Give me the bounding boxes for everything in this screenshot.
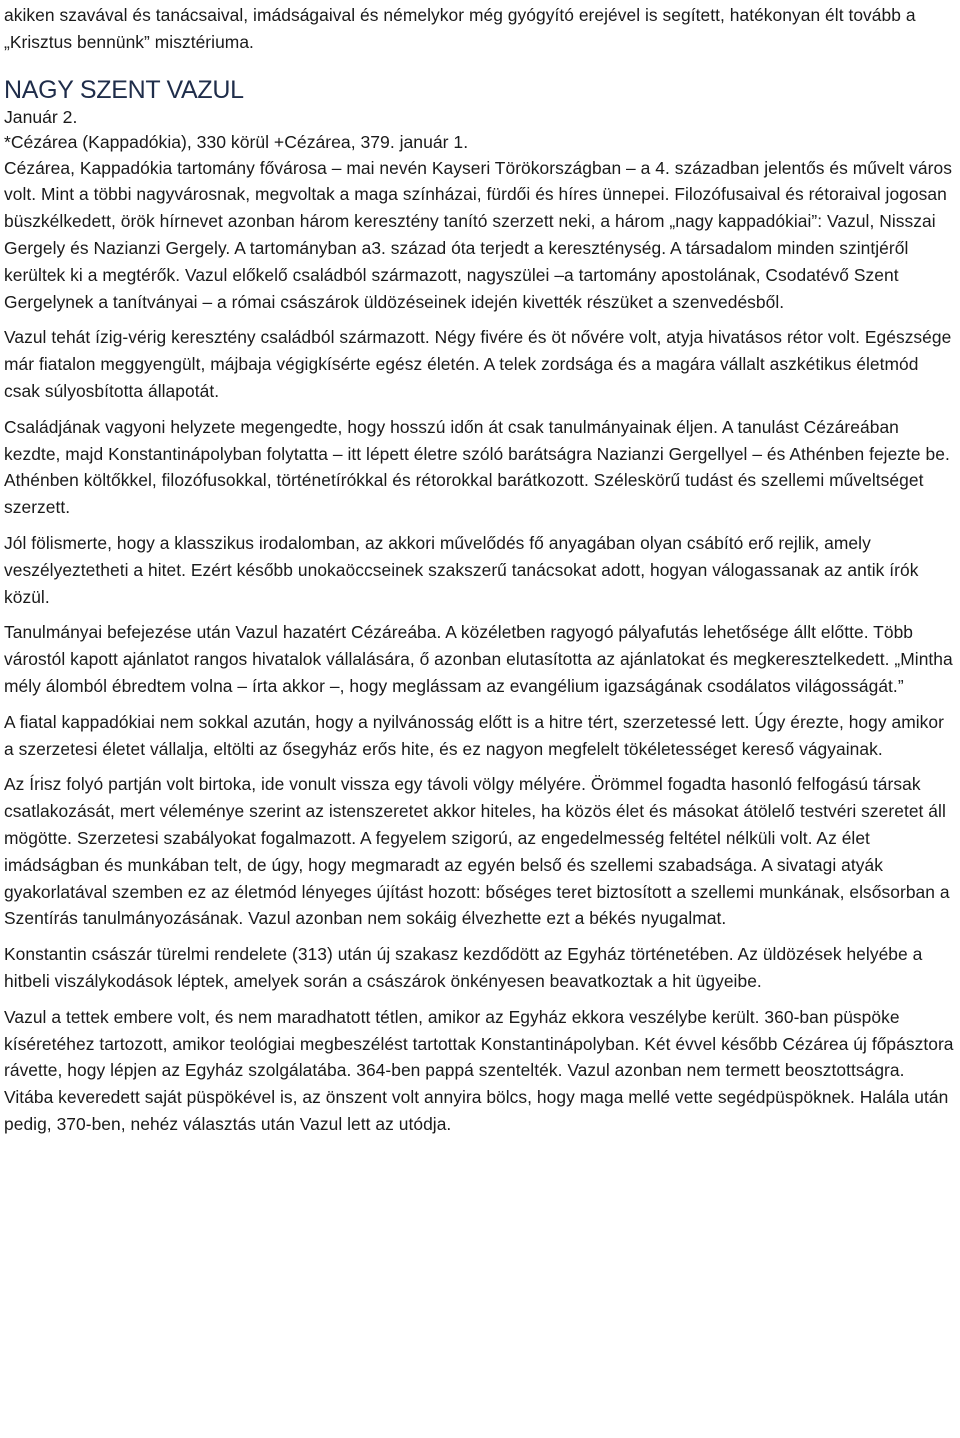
body-paragraph: Tanulmányai befejezése után Vazul hazatért Cézáreába. A közéletben ragyogó pályafutás lehetősége állt előtte. Több várostól kapott ajánlatot rangos hivatalok vállalására, ő azonban elutasította az ajánlatokat és megkeresztelkedett. „Mintha mély álomból ébredtem volna – írta akkor –, hogy meglássam az evangélium igazságának csodálatos világosságát.” [4,622,953,696]
document-page [4,0,956,1147]
body-paragraph: Konstantin császár türelmi rendelete (313) után új szakasz kezdődött az Egyház történetében. Az üldözések helyébe a hitbeli viszálykodások léptek, amelyek során a császárok önkényesen beavatkoztak a hit ügyeibe. [4,944,923,991]
life-dates: *Cézárea (Kappadókia), 330 körül +Cézárea, 379. január 1. [4,131,469,152]
body-paragraph: A fiatal kappadókiai nem sokkal azután, hogy a nyilvánosság előtt is a hitre tért, szerzetessé lett. Úgy érezte, hogy amikor a szerzetesi életet vállalja, eltölti az ősegyház erős hite, és ez nagyon megfelelt tökéletességet kereső vágyainak. [4,711,944,759]
body-paragraph: Vazul tehát ízig-vérig keresztény családból származott. Négy fivére és öt nővére volt, atyja hivatásos rétor volt. Egészsége már fiatalon meggyengült, májbaja végigkísérte egész életén. A telek zordsága és a magára vállalt aszkétikus életmód csak súlyosbította állapotát. [4,327,952,401]
page-title: NAGY SZENT VAZUL [4,75,244,104]
body-paragraph: Jól fölismerte, hogy a klasszikus irodalomban, az akkori művelődés fő anyagában olyan csábító erő rejlik, amely veszélyeztetheti a hitet. Ezért később unokaöccseinek szakszerű tanácsokat adott, hogyan válogassanak az antik írók közül. [4,532,919,607]
body-paragraph: Cézárea, Kappadókia tartomány fővárosa – mai nevén Kayseri Törökországban – a 4. században jelentős és művelt város volt. Mint a többi nagyvárosnak, megvoltak a maga színházai, fürdői és híres ünnepei. Filozófusaival és rétoraival jogosan büszkélkedett, örök hírnevet azonban három keresztény tanító szerzett neki, a három „nagy kappadókiai”: Vazul, Nisszai Gergely és Nazianzi Gergely. A tartományban a3. század óta terjedt a kereszténység. A társadalom minden szintjéről kerültek ki a megtérők. Vazul előkelő családból származott, nagyszülei –a tartomány apostolának, Csodatévő Szent Gergelynek a tanítványai – a római császárok üldözéseinek idején kivették részüket a szenvedésből. [4,157,952,312]
body-paragraph: Vazul a tettek embere volt, és nem maradhatott tétlen, amikor az Egyház ekkora veszélybe került. 360-ban püspöke kíséretéhez tartozott, amikor teológiai megbeszélést tartottak Konstantinápolyban. Két évvel később Cézárea új főpásztora rávette, hogy lépjen az Egyház szolgálatába. 364-ben pappá szentelték. Vazul azonban nem termett beosztottságra. Vitába keveredett saját püspökével is, az önszent volt annyira bölcs, hogy maga mellé vette segédpüspöknek. Halála után pedig, 370-ben, nehéz választás után Vazul lett az utódja. [4,1006,954,1134]
body-paragraph: Az Írisz folyó partján volt birtoka, ide vonult vissza egy távoli völgy mélyére. Örömmel fogadta hasonló felfogású társak csatlakozását, mert véleménye szerint az istenszeretet akkor hiteles, ha közös élet és másokat átölelő testvéri szeretet áll mögötte. Szerzetesi szabályokat fogalmazott. A fegyelem szigorú, az engedelmesség feltétel nélküli volt. Az élet imádságban és munkában telt, de úgy, hogy megmaradt az egyén belső és szellemi szabadsága. A sivatagi atyák gyakorlatával szemben ez az életmód lényeges újítást hozott: bőséges teret biztosított a szellemi munkának, elsősorban a Szentírás tanulmányozásának. Vazul azonban nem sokáig élvezhette ezt a békés nyugalmat. [4,774,950,929]
feast-date: Január 2. [4,106,78,127]
body-paragraph: Családjának vagyoni helyzete megengedte, hogy hosszú időn át csak tanulmányainak éljen. A tanulást Cézáreában kezdte, majd Konstantinápolyban folytatta – itt lépett életre szóló barátságra Nazianzi Gergellyel – és Athénben fejezte be. Athénben költőkkel, filozófusokkal, történetírókkal és rétorokkal barátkozott. Széleskörű tudást és szellemi műveltséget szerzett. [4,416,950,518]
intro-paragraph: akiken szavával és tanácsaival, imádságaival és némelykor még gyógyító erejével is segített, hatékonyan élt tovább a „Krisztus bennünk” misztériuma. [4,5,916,52]
